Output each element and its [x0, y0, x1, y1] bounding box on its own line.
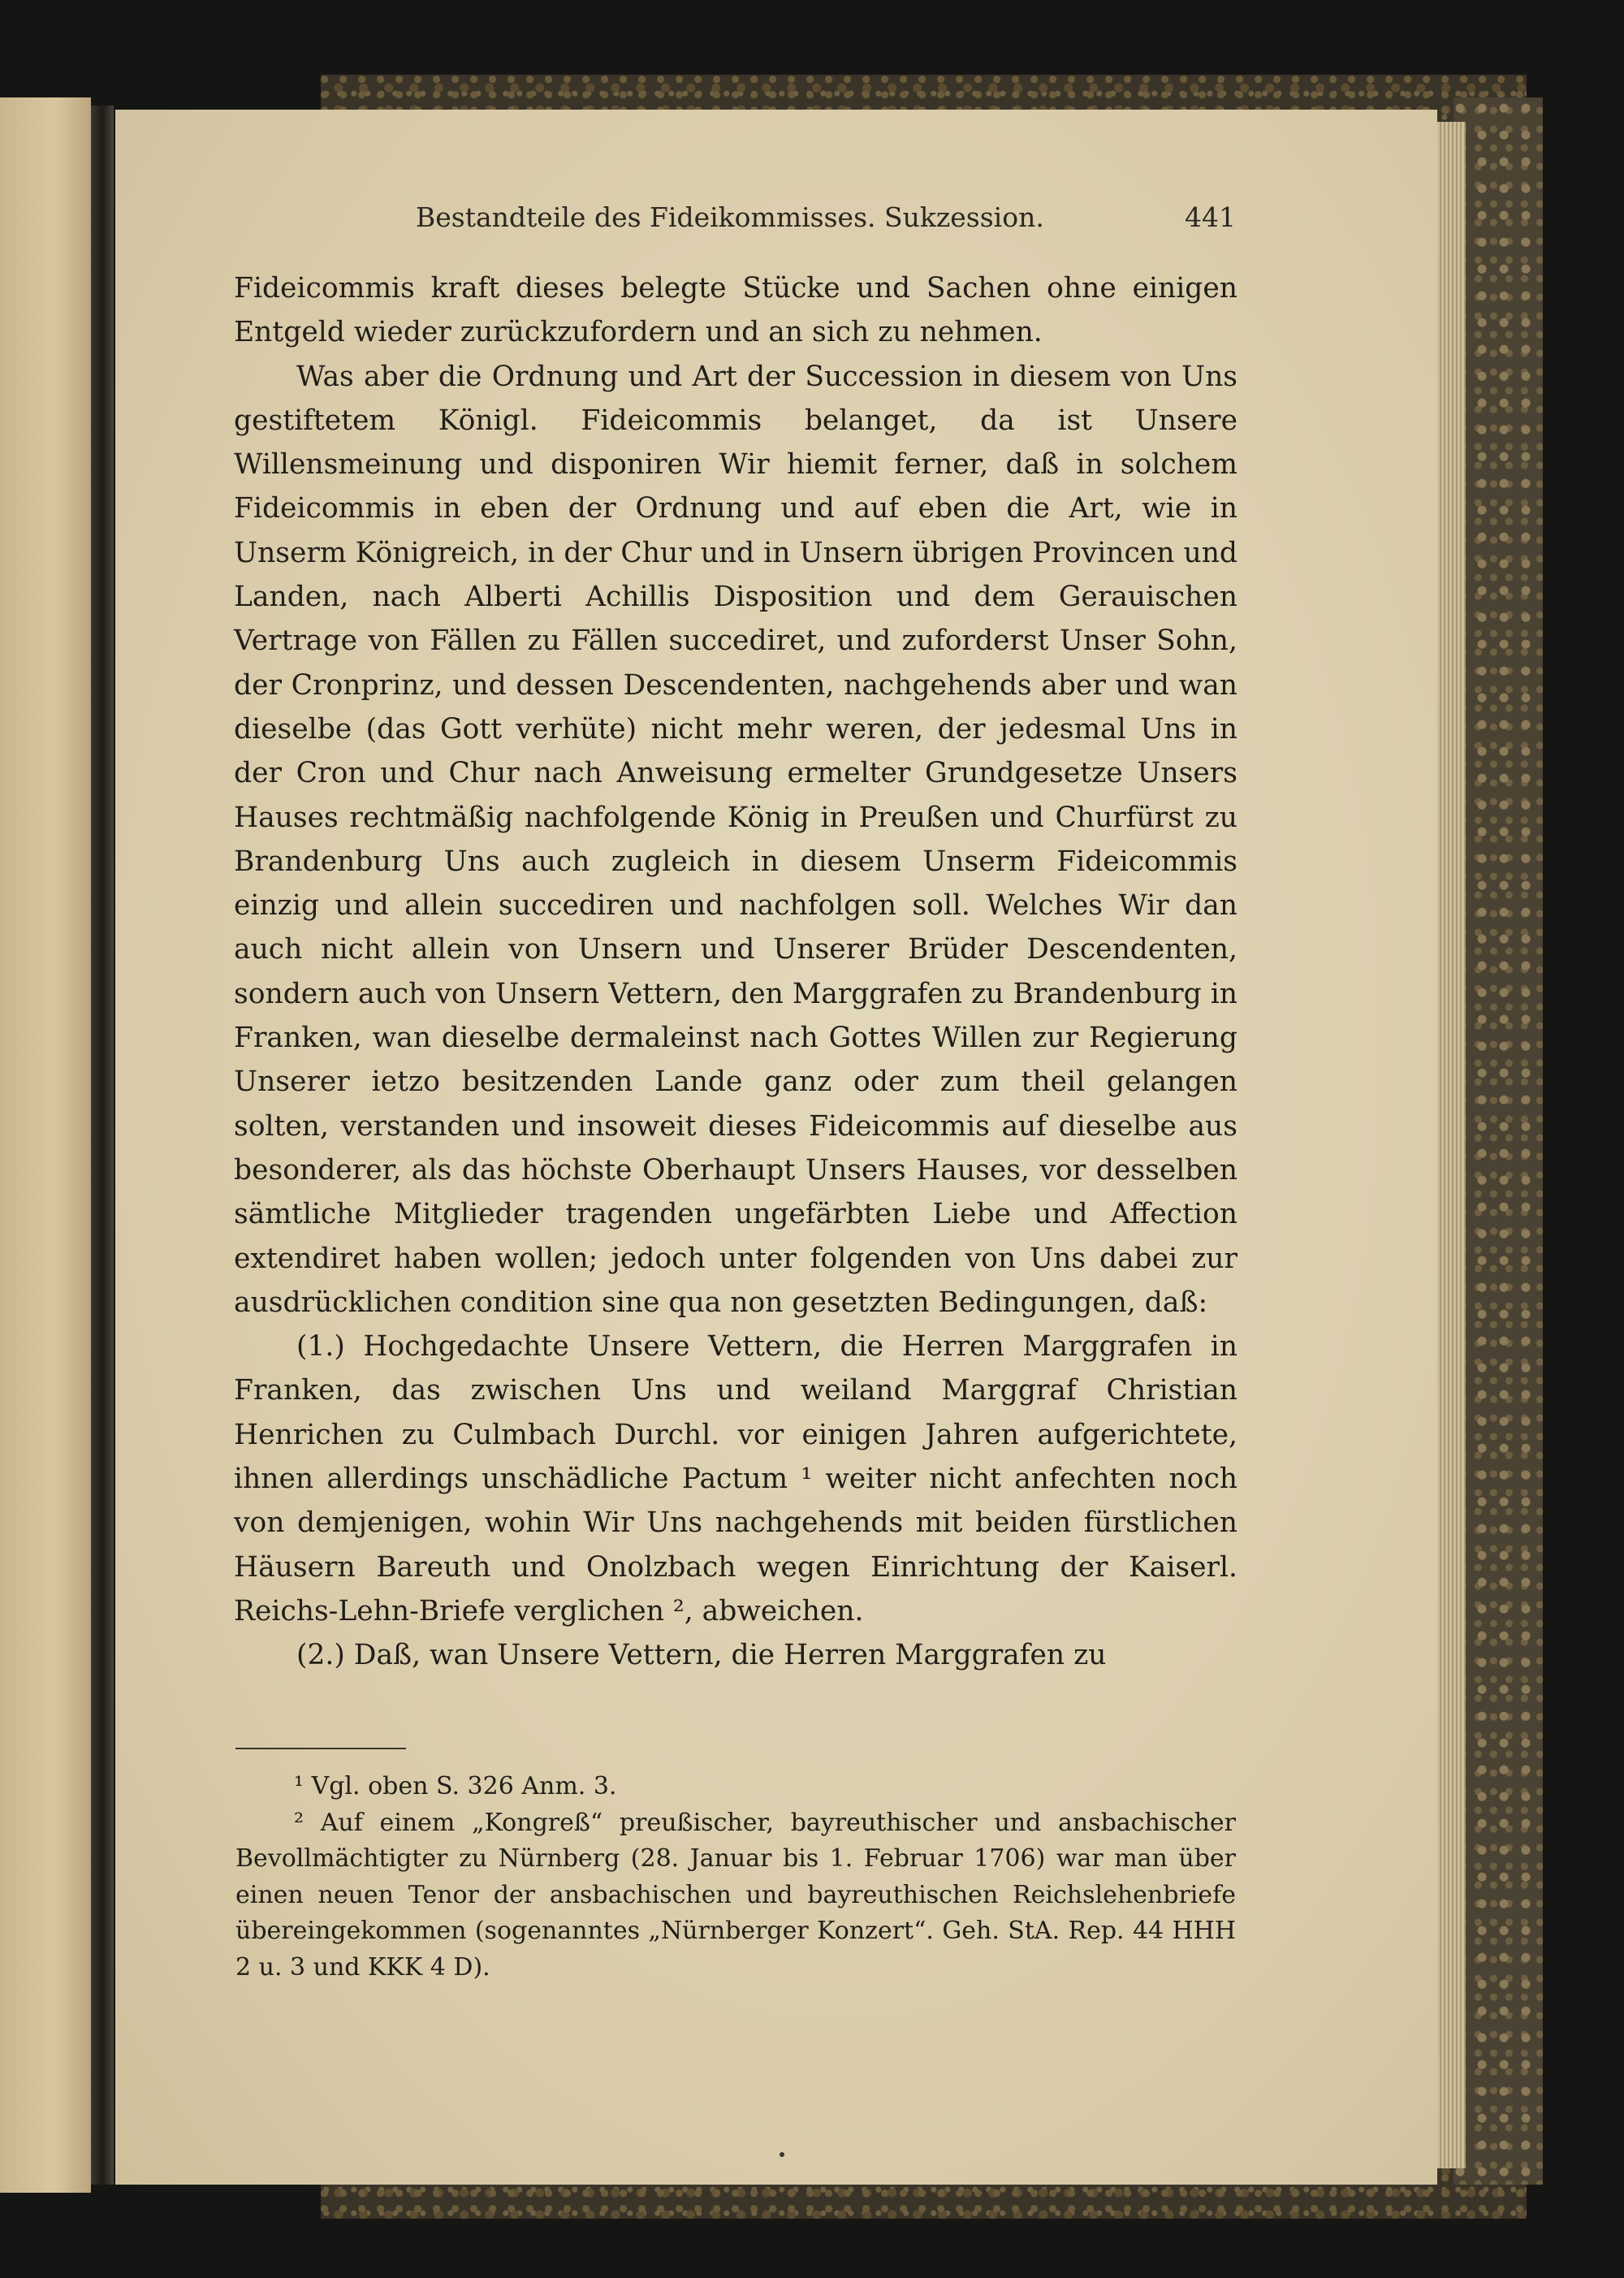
- footnote-separator: [235, 1748, 406, 1749]
- running-title: Bestandteile des Fideikommisses. Sukzession.: [416, 201, 1044, 233]
- footnotes: [235, 1769, 1236, 1986]
- paragraph: (1.) Hochgedachte Unsere Vettern, die Herren Marggrafen in Franken, das zwischen Uns und weiland Marggraf Christian Henrichen zu Culmbach Durchl. vor einigen Jahren aufgerichtete, ihnen allerdings unschädliche Pactum ¹ weiter nicht anfechten noch von demjenigen, wohin Wir Uns nachgehends mit beiden fürstlichen Häusern Bareuth und Onolzbach wegen Einrichtung der Kaiserl. Reichs-Lehn-Briefe verglichen ², abweichen.: [234, 1330, 1237, 1627]
- main-text: [234, 266, 1237, 1678]
- book-cover-edge: [1453, 97, 1543, 2185]
- paragraph: (2.) Daß, wan Unsere Vettern, die Herren Marggrafen zu: [296, 1639, 1107, 1672]
- book-gutter: [91, 106, 114, 2185]
- paragraph: Fideicommis kraft dieses belegte Stücke und Sachen ohne einigen Entgeld wieder zurückzufordern und an sich zu nehmen.: [234, 272, 1237, 349]
- footnote: ² Auf einem „Kongreß“ preußischer, bayreuthischer und ansbachischer Bevollmächtigter zu Nürnberg (28. Januar bis 1. Februar 1706) war man über einen neuen Tenor der ansbachischen und bayreuthischen Reichslehenbriefe übereingekommen (sogenanntes „Nürnberger Konzert“. Geh. StA. Rep. 44 HHH 2 u. 3 und KKK 4 D).: [235, 1808, 1236, 1982]
- printer-mark: [780, 2152, 784, 2157]
- page-stack-edges: [1433, 122, 1466, 2168]
- page-number: 441: [1185, 201, 1236, 233]
- footnote: ¹ Vgl. oben S. 326 Anm. 3.: [294, 1772, 617, 1800]
- left-page-edge: [0, 97, 91, 2193]
- paragraph: Was aber die Ordnung und Art der Succession in diesem von Uns gestiftetem Königl. Fideicommis belanget, da ist Unsere Willensmeinung und disponiren Wir hiemit ferner, daß in solchem Fideicommis in eben der Ordnung und auf eben die Art, wie in Unserm Königreich, in der Chur und in Unsern übrigen Provincen und Landen, nach Alberti Achillis Disposition und dem Gerauischen Vertrage von Fällen zu Fällen succediret, und zuforderst Unser Sohn, der Cronprinz, und dessen Descendenten, nachgehends aber und wan dieselbe (das Gott verhüte) nicht mehr weren, der jedesmal Uns in der Cron und Chur nach Anweisung ermelter Grundgesetze Unsers Hauses rechtmäßig nachfolgende König in Preußen und Churfürst zu Brandenburg Uns auch zugleich in diesem Unserm Fideicommis einzig und allein succediren und nachfolgen soll. Welches Wir dan auch nicht allein von Unsern und Unserer Brüder Descendenten, sondern auch von Unsern Vettern, den Marggrafen zu Brandenburg in Franken, wan dieselbe dermaleinst nach Gottes Willen zur Regierung Unserer ietzo besitzenden Lande ganz oder zum theil gelangen solten, verstanden und insoweit dieses Fideicommis auf dieselbe aus besonderer, als das höchste Oberhaupt Unsers Hauses, vor desselben sämtliche Mitglieder tragenden ungefärbten Liebe und Affection extendiret haben wollen; jedoch unter folgenden von Uns dabei zur ausdrücklichen condition sine qua non gesetzten Bedingungen, daß:: [234, 360, 1237, 1319]
- page-header: [235, 201, 1236, 239]
